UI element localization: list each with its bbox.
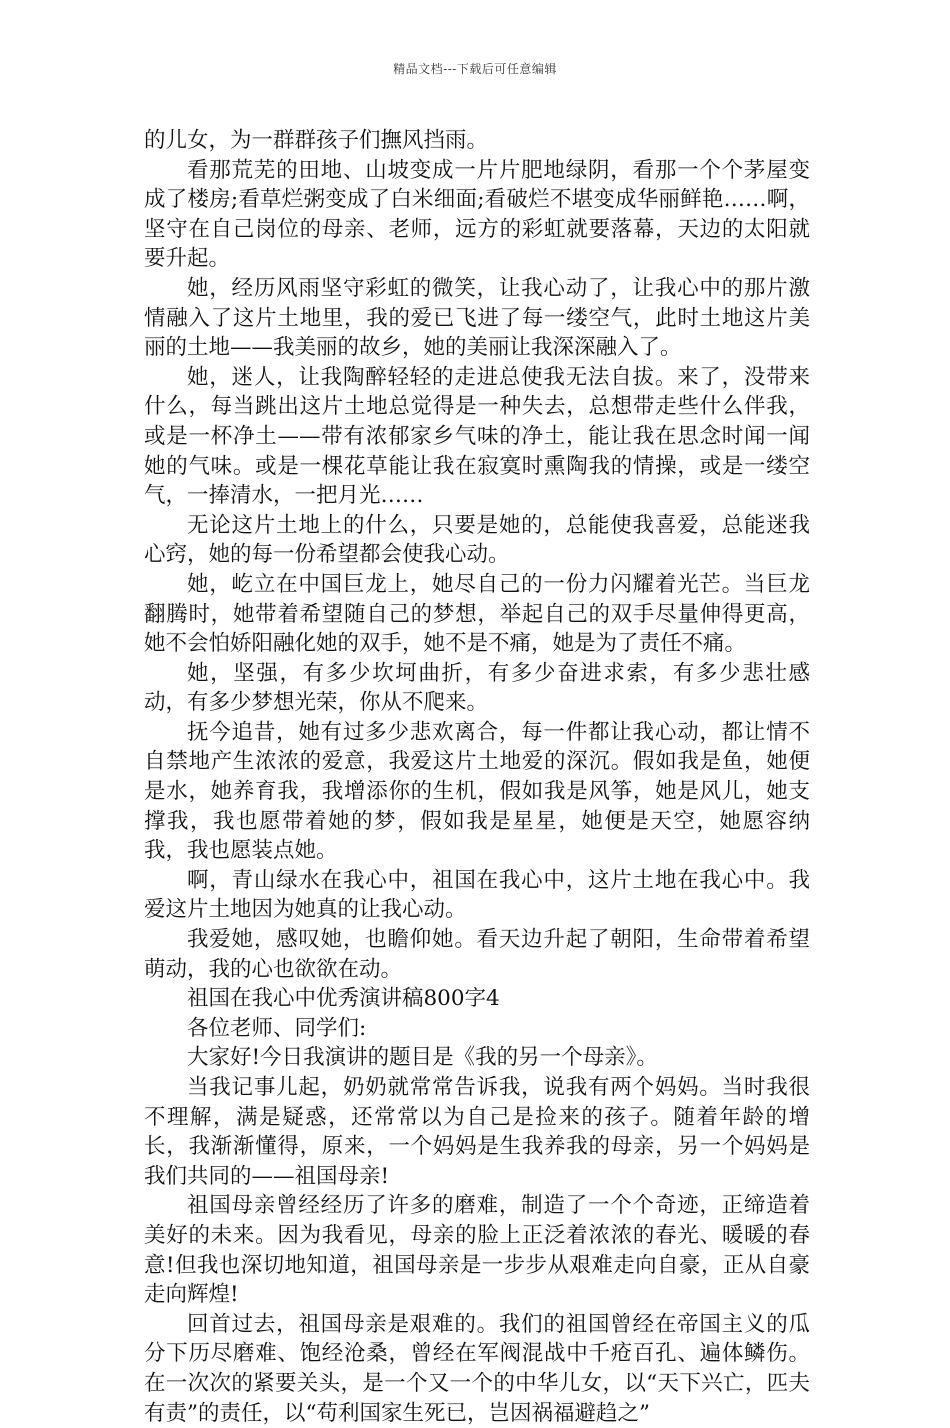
section-title: 祖国在我心中优秀演讲稿800字4 — [187, 986, 500, 1012]
paragraph: 祖国母亲曾经经历了许多的磨难，制造了一个个奇迹，正缔造着美好的未来。因为我看见，母亲的脸上正泛着浓浓的春光、暖暖的春意!但我也深切地知道，祖国母亲是一步步从艰难走向自豪，正从自豪走向辉煌! — [144, 1193, 810, 1308]
paragraph: 我爱她，感叹她，也瞻仰她。看天边升起了朝阳，生命带着希望萌动，我的心也欲欲在动。 — [144, 927, 810, 982]
document-body — [144, 126, 810, 1428]
paragraph: 回首过去，祖国母亲是艰难的。我们的祖国曾经在帝国主义的瓜分下历尽磨难、饱经沧桑，曾经在军阀混战中千疮百孔、遍体鳞伤。在一次次的紧要关头，是一个又一个的中华儿女，以“天下兴亡，匹夫有责”的责任，以“苟利国家生死已，岂因祸福避趋之” — [144, 1311, 810, 1426]
paragraph: 她，迷人，让我陶醉轻轻的走进总使我无法自拔。来了，没带来什么，每当跳出这片土地总觉得是一种失去，总想带走些什么伴我，或是一杯净土——带有浓郁家乡气味的净土，能让我在思念时闻一闻她的气味。或是一棵花草能让我在寂寞时熏陶我的情操，或是一缕空气，一捧清水，一把月光…… — [144, 364, 810, 509]
paragraph: 当我记事儿起，奶奶就常常告诉我，说我有两个妈妈。当时我很不理解，满是疑惑，还常常以为自己是捡来的孩子。随着年龄的增长，我渐渐懂得，原来，一个妈妈是生我养我的母亲，另一个妈妈是我们共同的——祖国母亲! — [144, 1075, 810, 1189]
salutation: 各位老师、同学们: — [187, 1015, 367, 1041]
paragraph: 的儿女，为一群群孩子们撫风挡雨。 — [144, 128, 489, 153]
page-header: 精品文档---下载后可任意编辑 — [393, 62, 557, 76]
paragraph: 无论这片土地上的什么，只要是她的，总能使我喜爱，总能迷我心窍，她的每一份希望都会使我心动。 — [144, 512, 810, 568]
paragraph: 看那荒芜的田地、山坡变成一片片肥地绿阴，看那一个个茅屋变成了楼房;看草烂粥变成了白米细面;看破烂不堪变成华丽鲜艳……啊，坚守在自己岗位的母亲、老师，远方的彩虹就要落幕，天边的太阳就要升起。 — [144, 157, 810, 272]
paragraph: 大家好!今日我演讲的题目是《我的另一个母亲》。 — [187, 1045, 658, 1071]
paragraph: 抚今追昔，她有过多少悲欢离合，每一件都让我心动，都让情不自禁地产生浓浓的爱意，我爱这片土地爱的深沉。假如我是鱼，她便是水，她养育我，我增添你的生机，假如我是风筝，她是风儿，她支撑我，我也愿带着她的梦，假如我是星星，她便是天空，她愿容纳我，我也愿装点她。 — [144, 719, 810, 864]
paragraph: 她，坚强，有多少坎坷曲折，有多少奋进求索，有多少悲壮感动，有多少梦想光荣，你从不爬来。 — [144, 660, 810, 716]
paragraph: 她，经历风雨坚守彩虹的微笑，让我心动了，让我心中的那片激情融入了这片土地里，我的爱已飞进了每一缕空气，此时土地这片美丽的土地——我美丽的故乡，她的美丽让我深深融入了。 — [144, 275, 810, 361]
paragraph: 她，屹立在中国巨龙上，她尽自己的一份力闪耀着光芒。当巨龙翻腾时，她带着希望随自己的梦想，举起自己的双手尽量伸得更高，她不会怕娇阳融化她的双手，她不是不痛，她是为了责任不痛。 — [144, 571, 810, 657]
paragraph: 啊，青山绿水在我心中，祖国在我心中，这片土地在我心中。我爱这片土地因为她真的让我心动。 — [144, 867, 810, 923]
